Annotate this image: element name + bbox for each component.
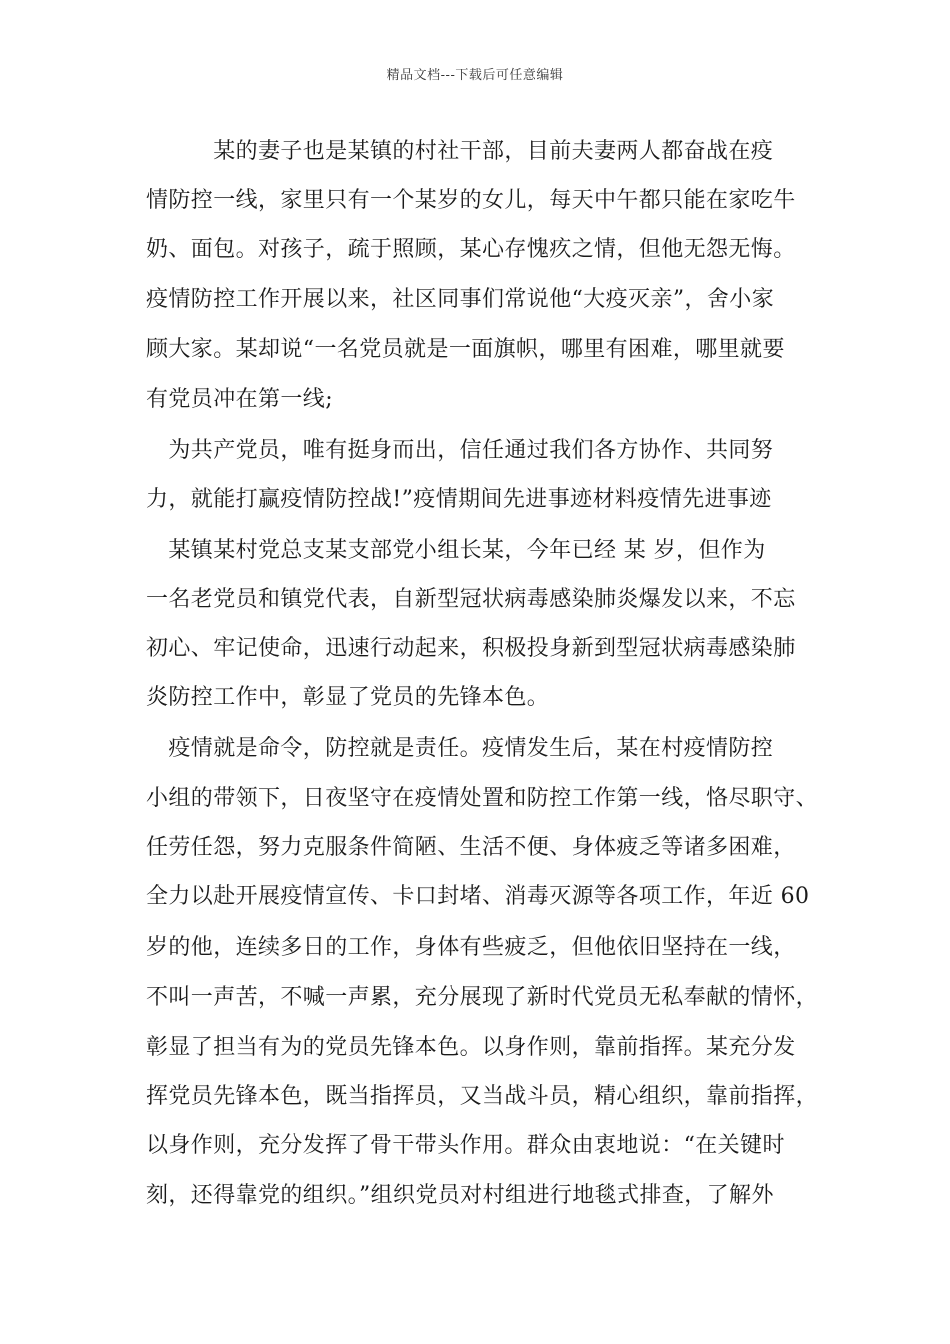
text-line: 岁的他，连续多日的工作，身体有些疲乏，但他依旧坚持在一线， bbox=[146, 935, 796, 960]
text-line: 某的妻子也是某镇的村社干部，目前夫妻两人都奋战在疫 bbox=[146, 139, 774, 164]
text-line: 为共产党员，唯有挺身而出，信任通过我们各方协作、共同努 bbox=[146, 438, 774, 463]
text-line: 任劳任怨，努力克服条件简陋、生活不便、身体疲乏等诸多困难， bbox=[146, 835, 796, 860]
text-line: 不叫一声苦，不喊一声累，充分展现了新时代党员无私奉献的情怀， bbox=[146, 985, 819, 1010]
text-line: 顾大家。某却说“一名党员就是一面旗帜，哪里有困难，哪里就要 bbox=[146, 337, 785, 362]
page-header: 精品文档---下载后可任意编辑 bbox=[386, 68, 564, 83]
text-line: 有党员冲在第一线; bbox=[146, 387, 334, 412]
text-line: 小组的带领下，日夜坚守在疫情处置和防控工作第一线，恪尽职守、 bbox=[146, 786, 819, 811]
text-line: 一名老党员和镇党代表，自新型冠状病毒感染肺炎爆发以来，不忘 bbox=[146, 587, 796, 612]
text-line: 挥党员先锋本色，既当指挥员，又当战斗员，精心组织，靠前指挥， bbox=[146, 1084, 819, 1109]
text-line: 某镇某村党总支某支部党小组长某，今年已经 某 岁，但作为 bbox=[146, 538, 766, 563]
text-line: 情防控一线，家里只有一个某岁的女儿，每天中午都只能在家吃牛 bbox=[146, 188, 796, 213]
text-line: 力，就能打赢疫情防控战!”疫情期间先进事迹材料疫情先进事迹 bbox=[146, 487, 772, 512]
text-line: 疫情防控工作开展以来，社区同事们常说他“大疫灭亲”，舍小家 bbox=[146, 287, 775, 312]
text-line: 疫情就是命令，防控就是责任。疫情发生后，某在村疫情防控 bbox=[146, 736, 774, 761]
text-line: 刻，还得靠党的组织。”组织党员对村组进行地毯式排查，了解外 bbox=[146, 1183, 774, 1208]
text-line: 初心、牢记使命，迅速行动起来，积极投身新到型冠状病毒感染肺 bbox=[146, 636, 796, 661]
text-line: 全力以赴开展疫情宣传、卡口封堵、消毒灭源等各项工作，年近 60 bbox=[146, 884, 810, 909]
text-line: 炎防控工作中，彰显了党员的先锋本色。 bbox=[146, 685, 550, 710]
text-line: 彰显了担当有为的党员先锋本色。以身作则，靠前指挥。某充分发 bbox=[146, 1035, 796, 1060]
text-line: 以身作则，充分发挥了骨干带头作用。群众由衷地说：“在关键时 bbox=[146, 1133, 785, 1158]
text-line: 奶、面包。对孩子，疏于照顾，某心存愧疚之情，但他无怨无悔。 bbox=[146, 237, 796, 262]
